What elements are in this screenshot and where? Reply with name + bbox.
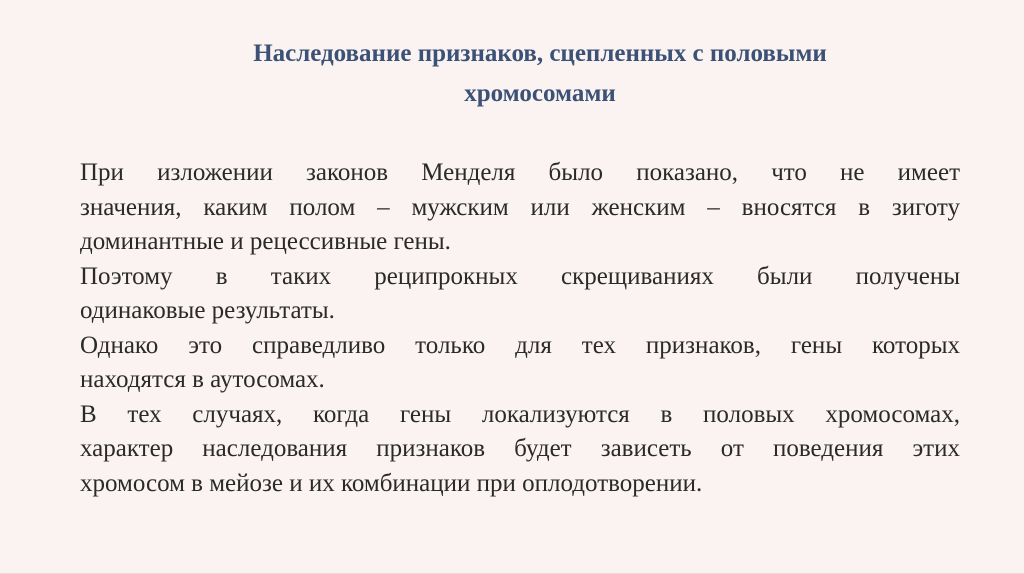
paragraph-1	[80, 156, 960, 260]
slide-title-line: хромосомами	[464, 80, 616, 107]
slide-title	[120, 34, 960, 114]
slide-title-line: Наследование признаков, сцепленных с половыми	[253, 40, 827, 67]
text-line: Поэтому в таких реципрокных скрещиваниях были получены	[80, 262, 960, 290]
paragraph-3	[80, 329, 960, 398]
text-line: Однако это справедливо только для тех признаков, гены которых	[80, 331, 960, 359]
text-line: доминантные и рецессивные гены.	[80, 228, 451, 255]
text-line: характер наследования признаков будет зависеть от поведения этих	[80, 435, 960, 462]
text-line: одинаковые результаты.	[80, 297, 335, 324]
slide-body	[80, 156, 960, 501]
text-line: В тех случаях, когда гены локализуются в половых хромосомах,	[80, 400, 960, 428]
paragraph-4	[80, 398, 960, 502]
paragraph-2	[80, 260, 960, 329]
text-line: хромосом в мейозе и их комбинации при оплодотворении.	[80, 469, 703, 497]
text-line: При изложении законов Менделя было показано, что не имеет	[80, 159, 960, 186]
text-line: находятся в аутосомах.	[80, 366, 325, 393]
text-line: значения, каким полом – мужским или женским – вносятся в зиготу	[80, 193, 960, 221]
